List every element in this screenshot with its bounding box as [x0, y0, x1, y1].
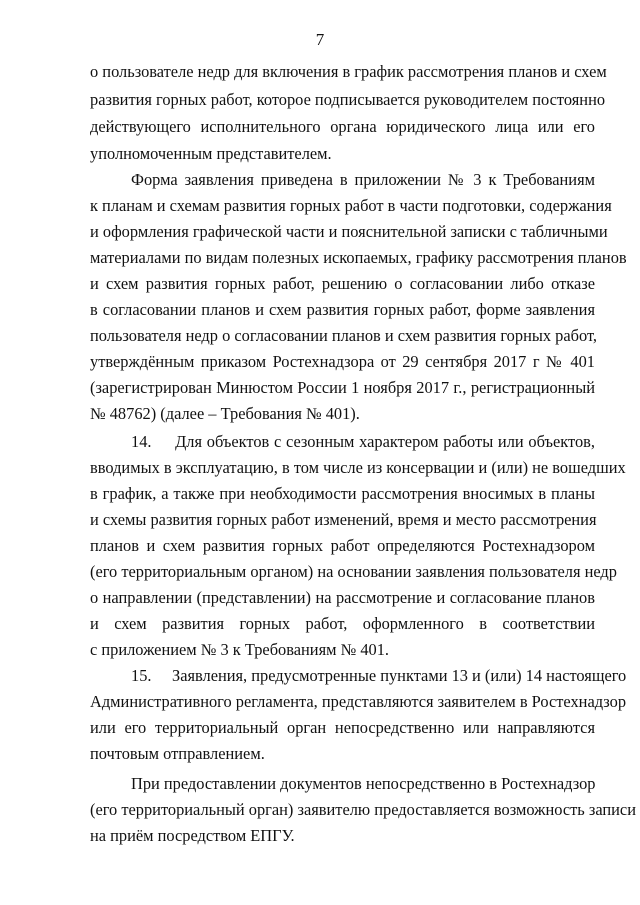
- paragraph-3-line-4: и схемы развития горных работ изменений, время и место рассмотрения: [90, 510, 597, 529]
- paragraph-2-line-10: № 48762) (далее – Требования № 401).: [90, 404, 360, 423]
- paragraph-2-line-2: к планам и схемам развития горных работ в части подготовки, содержания: [90, 196, 612, 215]
- paragraph-2-line-1: Форма заявления приведена в приложении № 3 к Требованиям: [131, 170, 595, 189]
- page-number: 7: [315, 30, 325, 49]
- paragraph-2-line-5: и схем развития горных работ, решению о согласовании либо отказе: [90, 274, 595, 293]
- paragraph-2-line-4: материалами по видам полезных ископаемых, графику рассмотрения планов: [90, 248, 627, 267]
- paragraph-3-line-1: 14. Для объектов с сезонным характером работы или объектов,: [131, 432, 595, 451]
- paragraph-3-line-2: вводимых в эксплуатацию, в том числе из консервации и (или) не вошедших: [90, 458, 626, 477]
- paragraph-4-line-2: Административного регламента, представляются заявителем в Ростехнадзор: [90, 692, 627, 711]
- paragraph-3-line-3: в график, а также при необходимости рассмотрения вносимых в планы: [90, 484, 595, 503]
- paragraph-2-line-9: (зарегистрирован Минюстом России 1 ноября 2017 г., регистрационный: [90, 378, 595, 397]
- paragraph-2-line-6: в согласовании планов и схем развития горных работ, форме заявления: [90, 300, 595, 319]
- paragraph-3-line-9: с приложением № 3 к Требованиям № 401.: [90, 640, 390, 659]
- paragraph-3-line-6: (его территориальным органом) на основании заявления пользователя недр: [90, 562, 617, 581]
- paragraph-4-line-1: 15. Заявления, предусмотренные пунктами 13 и (или) 14 настоящего: [131, 666, 627, 685]
- paragraph-3-line-7: о направлении (представлении) на рассмотрение и согласование планов: [90, 588, 595, 607]
- paragraph-2-line-8: утверждённым приказом Ростехнадзора от 29 сентября 2017 г № 401: [90, 352, 595, 371]
- paragraph-2-line-7: пользователя недр о согласовании планов и схем развития горных работ,: [90, 326, 597, 345]
- paragraph-3-line-8: и схем развития горных работ, оформленного в соответствии: [90, 614, 595, 633]
- paragraph-4-line-3: или его территориальный орган непосредственно или направляются: [90, 718, 595, 737]
- paragraph-4-line-4: почтовым отправлением.: [90, 744, 265, 763]
- paragraph-1-line-2: развития горных работ, которое подписывается руководителем постоянно: [90, 90, 606, 109]
- paragraph-5-line-1: При предоставлении документов непосредственно в Ростехнадзор: [131, 774, 596, 793]
- paragraph-2-line-3: и оформления графической части и пояснительной записки с табличными: [90, 222, 608, 241]
- paragraph-5-line-3: на приём посредством ЕПГУ.: [90, 826, 295, 845]
- paragraph-1-line-1: о пользователе недр для включения в график рассмотрения планов и схем: [90, 62, 607, 81]
- paragraph-5-line-2: (его территориальный орган) заявителю предоставляется возможность записи: [90, 800, 636, 819]
- paragraph-3-line-5: планов и схем развития горных работ определяются Ростехнадзором: [90, 536, 595, 555]
- paragraph-1-line-3: действующего исполнительного органа юридического лица или его: [90, 117, 595, 136]
- paragraph-1-line-4: уполномоченным представителем.: [90, 144, 332, 163]
